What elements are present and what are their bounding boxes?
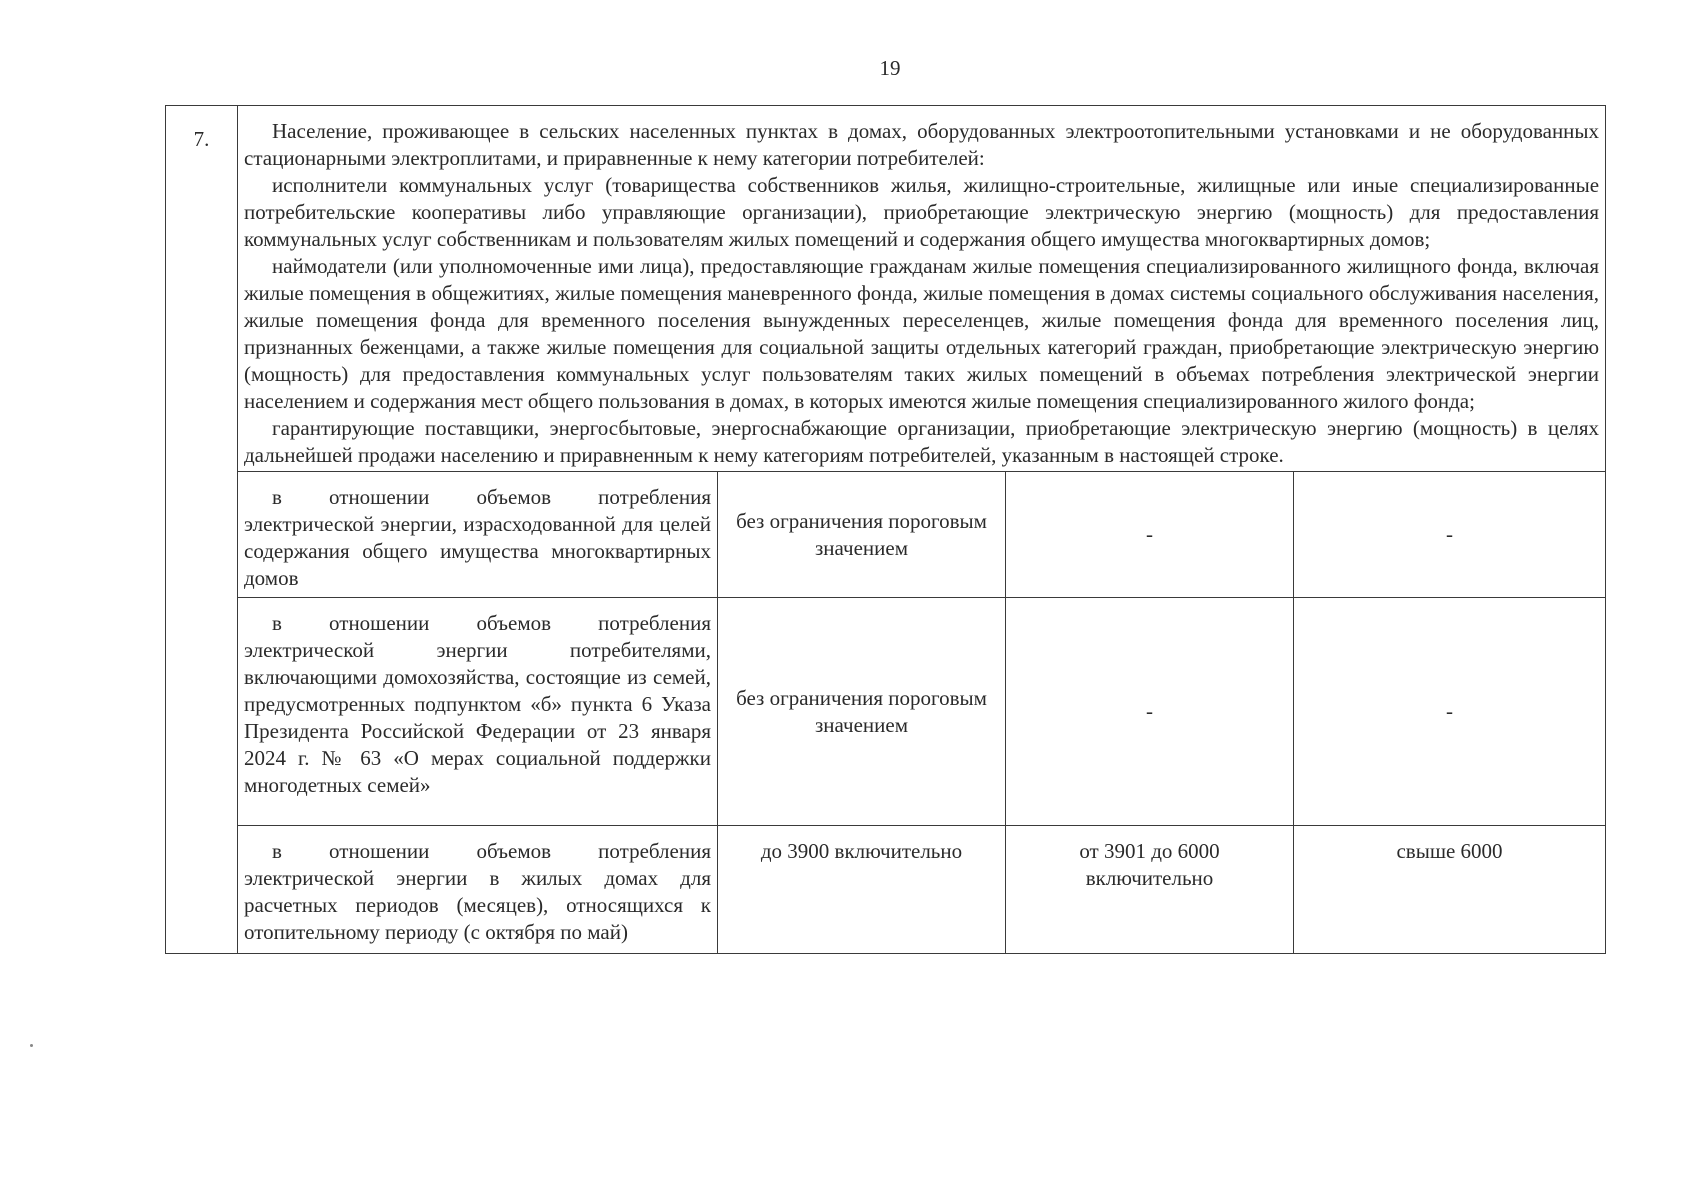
subrow-description: в отношении объемов потребления электрической энергии, израсходованной для целей содержания общего имущества многоквартирных домов (238, 472, 718, 598)
table-row (166, 472, 1606, 598)
subrow-description: в отношении объемов потребления электрической энергии в жилых домах для расчетных периодов (месяцев), относящихся к отопительному периоду (с октября по май) (238, 826, 718, 954)
tariff-table (165, 105, 1606, 954)
subrow-threshold-2: - (1006, 472, 1294, 598)
subrow-threshold-3: свыше 6000 (1294, 826, 1606, 954)
paragraph: гарантирующие поставщики, энергосбытовые, энергоснабжающие организации, приобретающие электрическую энергию (мощность) в целях дальнейшей продажи населению и приравненным к нему категориям потребителей, указанным в настоящей строке. (244, 416, 1600, 467)
scan-speck (30, 1044, 33, 1047)
subrow-threshold-1: до 3900 включительно (718, 826, 1006, 954)
subrow-threshold-1: без ограничения пороговым значением (718, 472, 1006, 598)
paragraph: исполнители коммунальных услуг (товарищества собственников жилья, жилищно-строительные, жилищные или иные специализированные потребительские кооперативы либо управляющие организации), приобретающие электрическую энергию (мощность) для предоставления коммунальных услуг собственникам и пользователям жилых помещений и содержания общего имущества многоквартирных домов; (244, 173, 1600, 251)
page-number: 19 (879, 56, 901, 80)
subrow-threshold-3: - (1294, 472, 1606, 598)
subrow-threshold-2: - (1006, 598, 1294, 826)
row-number: 7. (166, 106, 238, 954)
table-row-main (166, 106, 1606, 472)
row-description (238, 106, 1606, 472)
subrow-threshold-1: без ограничения пороговым значением (718, 598, 1006, 826)
paragraph: наймодатели (или уполномоченные ими лица), предоставляющие гражданам жилые помещения специализированного жилищного фонда, включая жилые помещения в общежитиях, жилые помещения маневренного фонда, жилые помещения в домах системы социального обслуживания населения, жилые помещения фонда для временного поселения вынужденных переселенцев, жилые помещения фонда для временного поселения лиц, признанных беженцами, а также жилые помещения для социальной защиты отдельных категорий граждан, приобретающие электрическую энергию (мощность) для предоставления коммунальных услуг пользователям таких жилых помещений в объемах потребления электрической энергии населением и содержания мест общего пользования в домах, в которых имеются жилые помещения специализированного жилого фонда; (244, 254, 1600, 413)
table-row (166, 598, 1606, 826)
subrow-threshold-3: - (1294, 598, 1606, 826)
paragraph: Население, проживающее в сельских населенных пунктах в домах, оборудованных электроотопительными установками и не оборудованных стационарными электроплитами, и приравненные к нему категории потребителей: (244, 119, 1600, 170)
subrow-description: в отношении объемов потребления электрической энергии потребителями, включающими домохозяйства, состоящие из семей, предусмотренных подпунктом «б» пункта 6 Указа Президента Российской Федерации от 23 января 2024 г. № 63 «О мерах социальной поддержки многодетных семей» (238, 598, 718, 826)
table-row (166, 826, 1606, 954)
subrow-threshold-2: от 3901 до 6000 включительно (1006, 826, 1294, 954)
